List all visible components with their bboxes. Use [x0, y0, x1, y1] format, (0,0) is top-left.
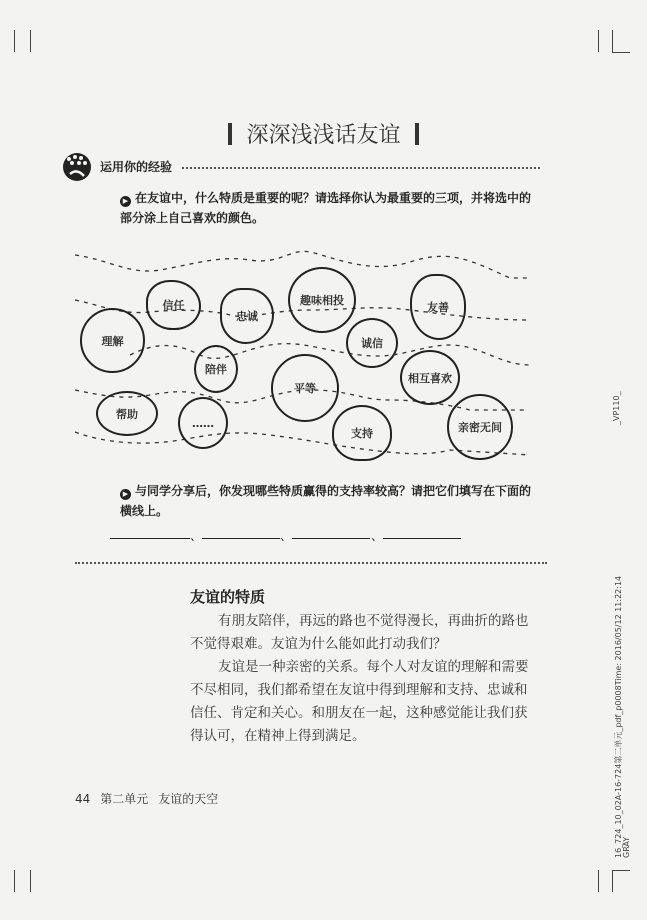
margin-gray-label: GRAY	[622, 836, 631, 858]
title-bar-left	[228, 123, 232, 145]
answer-blank-3[interactable]	[292, 538, 370, 539]
crop-mark	[598, 30, 599, 52]
trait-label: ……	[192, 416, 214, 430]
crop-mark	[612, 30, 613, 52]
trait-bubble-mutual-liking[interactable]	[400, 350, 460, 405]
trait-bubble-friendliness[interactable]	[410, 274, 466, 340]
crop-mark	[14, 870, 15, 892]
dotted-rule	[182, 167, 540, 169]
trait-bubble-companionship[interactable]	[194, 345, 238, 393]
trait-label: 亲密无间	[458, 421, 502, 434]
crop-mark	[612, 870, 613, 892]
trait-bubble-understanding[interactable]	[80, 308, 145, 373]
crop-mark	[14, 30, 15, 52]
experience-icon	[60, 150, 94, 182]
play-bullet-icon: ▶	[120, 196, 131, 207]
crop-mark	[612, 870, 630, 871]
page-footer	[75, 790, 228, 807]
answer-blank-4[interactable]	[383, 538, 461, 539]
title-bar-right	[415, 123, 419, 145]
trait-label: 忠诚	[236, 310, 258, 323]
margin-code: _VP110_	[612, 391, 621, 425]
blank-separator: 、	[190, 529, 203, 543]
margin-print-info: 16_724_10_02A-16-724第二单元_pdf_p0008Time: 2016/05/12 11:22:14	[614, 575, 623, 858]
trait-bubble-trust[interactable]	[146, 280, 201, 330]
trait-bubble-intimacy[interactable]	[447, 394, 513, 460]
trait-label: 支持	[351, 427, 373, 440]
page-title	[0, 118, 647, 149]
trait-label: 平等	[294, 382, 316, 395]
trait-label: 信任	[162, 299, 185, 312]
crop-mark	[598, 870, 599, 892]
question-1-text: 在友谊中，什么特质是重要的呢？请选择你认为最重要的三项，并将选中的部分涂上自己喜欢的颜色。	[120, 191, 532, 225]
question-1	[82, 188, 532, 228]
blank-separator: 、	[371, 529, 384, 543]
answer-blank-1[interactable]	[110, 538, 190, 539]
crop-mark	[30, 30, 31, 52]
trait-bubble-common-interests[interactable]	[288, 267, 356, 333]
trait-label: 相互喜欢	[408, 371, 452, 385]
page-number: 44	[75, 792, 91, 806]
trait-bubble-equality[interactable]	[271, 354, 339, 422]
trait-bubble-support[interactable]	[332, 405, 392, 461]
question-2-text: 与同学分享后，你发现哪些特质赢得的支持率较高？请把它们填写在下面的横线上。	[120, 484, 532, 518]
question-2	[82, 481, 532, 521]
section-header	[60, 150, 540, 182]
trait-bubble-integrity[interactable]	[346, 318, 398, 368]
section-divider	[75, 562, 547, 564]
trait-label: 陪伴	[205, 363, 227, 376]
trait-bubble-helping[interactable]	[96, 391, 158, 436]
unit-title: 友谊的天空	[158, 792, 219, 806]
blank-separator: 、	[280, 529, 293, 543]
play-bullet-icon: ▶	[120, 489, 131, 500]
page-title-text: 深深浅浅话友谊	[246, 123, 401, 148]
trait-label: 趣味相投	[300, 294, 344, 307]
trait-label: 帮助	[116, 407, 138, 421]
trait-bubble-other[interactable]	[178, 397, 228, 449]
trait-label: 友善	[427, 301, 449, 314]
crop-mark	[30, 870, 31, 892]
answer-blank-2[interactable]	[202, 538, 280, 539]
trait-label: 诚信	[361, 337, 383, 350]
crop-mark	[612, 52, 630, 53]
section-label: 运用你的经验	[100, 159, 173, 174]
reading-heading: 友谊的特质	[190, 588, 266, 606]
reading-paragraph: 友谊是一种亲密的关系。每个人对友谊的理解和需要不尽相同，我们都希望在友谊中得到理解和支持、忠诚和信任、肯定和关心。和朋友在一起，这种感觉能让我们获得认可，在精神上得到满足。	[190, 659, 529, 744]
unit-label: 第二单元	[100, 792, 149, 806]
reading-paragraph: 有朋友陪伴，再远的路也不觉得漫长，再曲折的路也不觉得艰难。友谊为什么能如此打动我们？	[190, 613, 529, 652]
trait-label: 理解	[101, 334, 124, 348]
